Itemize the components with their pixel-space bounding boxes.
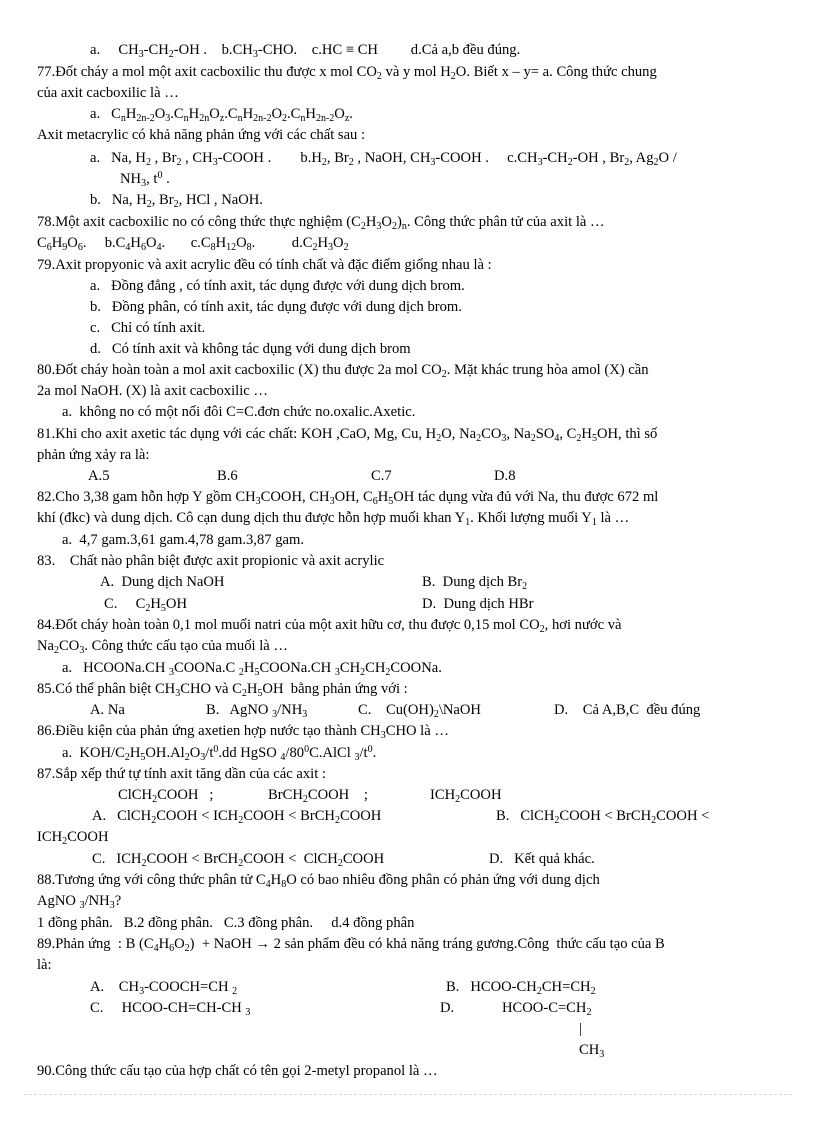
metacrylic-option-a-cont: $NH_3$, $t^0$ .: [120, 170, 170, 189]
q83-option-a: A. Dung dịch NaOH: [100, 574, 225, 590]
q89-option-a: A. $CH_3-COOCH=CH$ $_2$: [90, 979, 238, 997]
q85-option-c: C. $Cu(OH)_2\backslash NaOH$: [358, 702, 481, 720]
q87-option-c: C. $ICH_2COOH$ < BrCH$_2$COOH < ClCH$_2$COOH: [92, 851, 385, 869]
q90-stem: 90.Công thức cấu tạo của hợp chất có tên gọi 2-metyl propanol là …: [37, 1063, 438, 1079]
q81-stem-cont: phản ứng xảy ra là:: [37, 447, 150, 463]
q89-option-b: B. HCOO-$CH_2CH=CH_2$: [446, 979, 596, 997]
q88-options: 1 đồng phân. B.2 đồng phân. C.3 đồng phân. d.4 đồng phân: [37, 915, 415, 931]
q85-stem: 85.Có thể phân biệt $CH_3CHO$ và $C_2H_5OH$ bằng phản ứng với :: [37, 681, 408, 699]
q81-option-d: D.8: [494, 468, 516, 484]
q84-stem: 84.Đốt cháy hoàn toàn 0,1 mol muối natri của một axit hữu cơ, thu được 0,15 mol $CO_2$, hơi nước và: [37, 617, 622, 635]
q84-options: a. HCOONa.CH $_3$COONa.C $_2H_5COONa.CH$ $_3CH_2CH_2COONa$.: [62, 660, 442, 678]
q81-stem: 81.Khi cho axit axetic tác dụng với các chất: KOH ,CaO, Mg, Cu, $H_2O$, $Na_2CO_3$, $Na_2SO_4$, $C_2H_5OH$, thì số: [37, 426, 658, 444]
q89-stem: 89.Phản ứng : B $(C_4H_6O_2)$ + NaOH → 2 sản phẩm đều có khả năng tráng gương.Công thức cấu tạo của B: [37, 936, 665, 954]
q82-stem: 82.Cho 3,38 gam hỗn hợp Y gồm $CH_3COOH$, $CH_3OH$, $C_6H_5OH$ tác dụng vừa đủ với Na, thu được 672 ml: [37, 489, 659, 507]
q79-option-b: b. Đồng phân, có tính axit, tác dụng được với dung dịch brom.: [90, 299, 462, 315]
q82-stem-cont: khí (đkc) và dung dịch. Cô cạn dung dịch thu được hỗn hợp muối khan $Y_1$. Khối lượng muối $Y_1$ là …: [37, 510, 630, 528]
q89-option-c: C. HCOO-CH=CH-CH $_3$: [90, 1000, 251, 1018]
q87-acid-2: BrCH$_2$COOH ;: [268, 787, 368, 805]
q83-option-b: B. Dung dịch $Br_2$: [422, 574, 528, 592]
q89-option-d-bond: |: [579, 1021, 582, 1037]
q87-acid-3: $ICH_2COOH$: [430, 787, 502, 805]
q82-options: a. 4,7 gam.3,61 gam.4,78 gam.3,87 gam.: [62, 532, 304, 548]
q83-option-c: C. $C_2H_5OH$: [104, 596, 187, 614]
q87-stem: 87.Sắp xếp thứ tự tính axit tăng dần của các axit :: [37, 766, 326, 782]
q83-option-d: D. Dung dịch HBr: [422, 596, 534, 612]
q81-option-a: A.5: [88, 468, 110, 484]
q80-options: a. không no có một nối đôi C=C.đơn chức no.oxalic.Axetic.: [62, 404, 416, 420]
metacrylic-stem: Axit metacrylic có khả năng phản ứng với các chất sau :: [37, 127, 366, 143]
q81-option-b: B.6: [217, 468, 238, 484]
q86-stem: 86.Điều kiện của phản ứng axetien hợp nước tạo thành $CH_3CHO$ là …: [37, 723, 449, 741]
q80-stem: 80.Đốt cháy hoàn toàn a mol axit cacboxilic (X) thu được 2a mol $CO_2$. Mặt khác trung hòa amol (X) cần: [37, 362, 649, 380]
q77-options: a. $C_nH_{2n-2}O_3.C_nH_{2n}O_z.C_nH_{2n-2}O_2.C_nH_{2n-2}O_z$.: [90, 106, 353, 124]
q85-option-b: B. AgNO $_3/NH_3$: [206, 702, 308, 720]
q78-stem: 78.Một axit cacboxilic no có công thức thực nghiệm $(C_2H_3O_2)_n$. Công thức phân tử của axit là …: [37, 214, 605, 232]
q87-option-d: D. Kết quả khác.: [489, 851, 595, 867]
q87-option-a: A. ClCH$_2$COOH < $ICH_2COOH$ < BrCH$_2$COOH: [92, 808, 382, 826]
q85-option-a: A. Na: [90, 702, 125, 718]
q86-options: a. KOH/$C_2H_5OH.Al_2O_3/t^0.dd$ HgSO $_4/80^0C.AlCl$ $_3/t^0$.: [62, 744, 377, 763]
q79-option-c: c. Chỉ có tính axit.: [90, 320, 206, 336]
q87-option-b-cont: $ICH_2COOH$: [37, 829, 109, 847]
q87-option-b: B. ClCH$_2$COOH < BrCH$_2$COOH <: [496, 808, 710, 826]
q83-stem: 83. Chất nào phân biệt được axit propionic và axit acrylic: [37, 553, 385, 569]
q79-stem: 79.Axit propyonic và axit acrylic đều có tính chất và đặc điểm giống nhau là :: [37, 257, 492, 273]
q81-option-c: C.7: [371, 468, 392, 484]
q80-stem-cont: 2a mol NaOH. (X) là axit cacboxilic …: [37, 383, 268, 399]
q76-options: a. $CH_3-CH_2-OH$ . $b.CH_3$-CHO. c.HC ≡ CH d.Cả a,b đều đúng.: [90, 42, 521, 60]
q79-option-d: d. Có tính axit và không tác dụng với dung dịch brom: [90, 341, 411, 357]
q88-stem-cont: AgNO $_3/NH_3$?: [37, 893, 122, 911]
metacrylic-option-b: b. Na, $H_2$, $Br_2$, HCl , NaOH.: [90, 192, 263, 210]
q84-stem-cont: $Na_2CO_3$. Công thức cấu tạo của muối là …: [37, 638, 288, 656]
q85-option-d: D. Cả A,B,C đều đúng: [554, 702, 701, 718]
q77-stem: 77.Đốt cháy a mol một axit cacboxilic thu được x mol $CO_2$ và y mol $H_2O$. Biết x – y= a. Công thức chung: [37, 64, 657, 82]
page-bottom-divider: [24, 1094, 792, 1095]
q88-stem: 88.Tương ứng với công thức phân tử $C_4H_8O$ có bao nhiêu đồng phân có phản ứng với dung dịch: [37, 872, 600, 890]
q77-stem-cont: của axit cacboxilic là …: [37, 85, 179, 101]
q89-option-d-label: D.: [440, 1000, 455, 1016]
metacrylic-option-a: a. Na, $H_2$ , $Br_2$ , $CH_3$-COOH . $b.H_2$, $Br_2$ , NaOH, $CH_3$-COOH . $c.CH_3-CH_2-OH$ , $Br_2$, $Ag_2O$ /: [90, 150, 677, 168]
q78-options: $C_6H_9O_6$. $b.C_4H_6O_4$. $c.C_8H_{12}O_8$. $d.C_2H_3O_2$: [37, 235, 349, 253]
q87-acid-1: ClCH$_2$COOH ;: [118, 787, 214, 805]
q89-option-d-methyl: $CH_3$: [579, 1042, 605, 1060]
q79-option-a: a. Đồng đẳng , có tính axit, tác dụng được với dung dịch brom.: [90, 278, 465, 294]
q89-option-d-formula: HCOO-$C=CH_2$: [502, 1000, 592, 1018]
q89-stem-cont: là:: [37, 957, 52, 973]
